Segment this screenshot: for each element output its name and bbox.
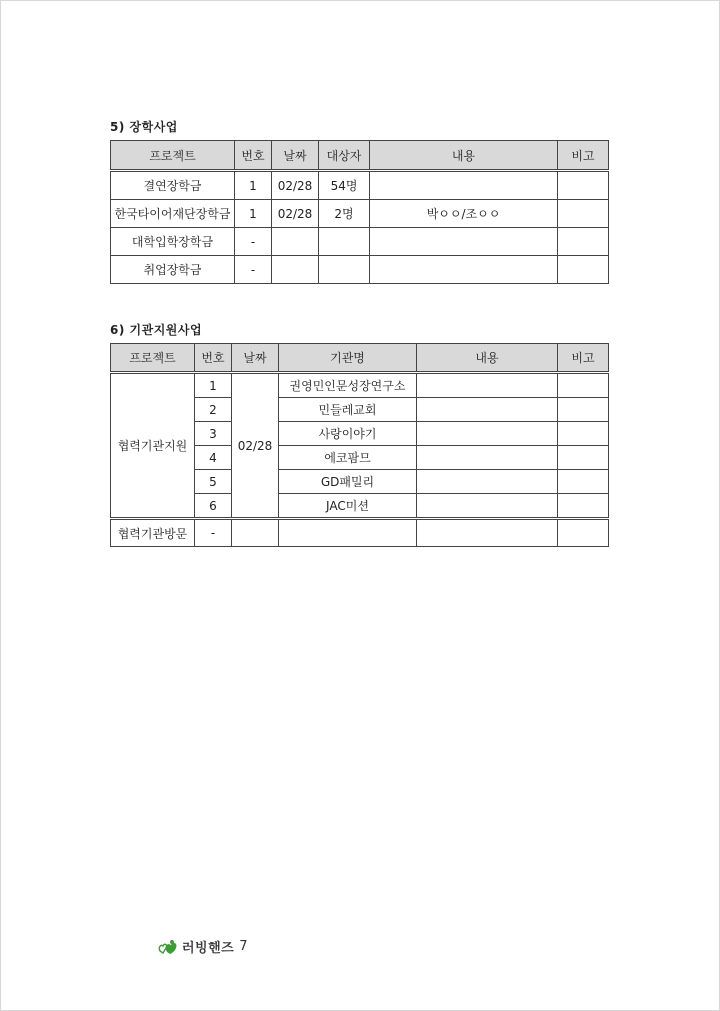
cell-date: 02/28: [272, 171, 319, 200]
table-row: [111, 228, 609, 256]
cell-number: 1: [235, 200, 272, 228]
cell-content: [370, 171, 558, 200]
cell-date-group: 02/28: [232, 373, 279, 519]
table-header-row: [111, 141, 609, 171]
cell-recipients: 2명: [319, 200, 370, 228]
cell-note: [558, 446, 609, 470]
cell-number: 1: [235, 171, 272, 200]
cell-note: [558, 256, 609, 284]
hands-heart-logo-icon: [157, 938, 179, 956]
cell-note: [558, 470, 609, 494]
cell-project-group: 협력기관지원: [111, 373, 195, 519]
cell-note: [558, 228, 609, 256]
header-content: 내용: [370, 141, 558, 171]
section-title-agency-support: 6) 기관지원사업: [110, 323, 203, 337]
page-footer: [157, 937, 248, 956]
header-number: 번호: [195, 344, 232, 373]
cell-content: [417, 470, 558, 494]
cell-project: 대학입학장학금: [111, 228, 235, 256]
table-row: [111, 171, 609, 200]
cell-date: [272, 256, 319, 284]
cell-number: 3: [195, 422, 232, 446]
cell-number: -: [195, 519, 232, 547]
header-date: 날짜: [272, 141, 319, 171]
cell-number: -: [235, 256, 272, 284]
cell-content: [417, 398, 558, 422]
cell-project: 결연장학금: [111, 171, 235, 200]
cell-agency-name: 민들레교회: [279, 398, 417, 422]
table-row: [111, 200, 609, 228]
header-content: 내용: [417, 344, 558, 373]
cell-number: 4: [195, 446, 232, 470]
agency-support-table: [110, 343, 609, 547]
cell-agency-name: 권영민인문성장연구소: [279, 373, 417, 398]
cell-number: 2: [195, 398, 232, 422]
cell-content: [417, 422, 558, 446]
cell-content: [417, 446, 558, 470]
table-row: [111, 519, 609, 547]
brand-name: 러빙핸즈: [182, 941, 235, 956]
cell-number: -: [235, 228, 272, 256]
cell-project: 한국타이어재단장학금: [111, 200, 235, 228]
cell-number: 5: [195, 470, 232, 494]
cell-note: [558, 171, 609, 200]
scholarship-table: [110, 140, 609, 284]
cell-agency-name: [279, 519, 417, 547]
section-title-scholarship: 5) 장학사업: [110, 120, 178, 134]
cell-content: 박ㅇㅇ/조ㅇㅇ: [370, 200, 558, 228]
cell-recipients: [319, 256, 370, 284]
header-number: 번호: [235, 141, 272, 171]
cell-date: 02/28: [272, 200, 319, 228]
table-row: [111, 373, 609, 398]
cell-date: [272, 228, 319, 256]
header-note: 비고: [558, 344, 609, 373]
cell-project: 협력기관방문: [111, 519, 195, 547]
header-project: 프로젝트: [111, 141, 235, 171]
cell-note: [558, 373, 609, 398]
cell-agency-name: 사랑이야기: [279, 422, 417, 446]
cell-content: [417, 519, 558, 547]
cell-number: 1: [195, 373, 232, 398]
cell-note: [558, 519, 609, 547]
cell-content: [417, 373, 558, 398]
cell-recipients: [319, 228, 370, 256]
cell-content: [370, 228, 558, 256]
cell-content: [370, 256, 558, 284]
header-recipients: 대상자: [319, 141, 370, 171]
cell-note: [558, 398, 609, 422]
cell-recipients: 54명: [319, 171, 370, 200]
cell-content: [417, 494, 558, 519]
cell-number: 6: [195, 494, 232, 519]
header-project: 프로젝트: [111, 344, 195, 373]
header-date: 날짜: [232, 344, 279, 373]
cell-note: [558, 200, 609, 228]
cell-note: [558, 422, 609, 446]
header-agency-name: 기관명: [279, 344, 417, 373]
cell-agency-name: 에코팜므: [279, 446, 417, 470]
cell-project: 취업장학금: [111, 256, 235, 284]
cell-agency-name: JAC미션: [279, 494, 417, 519]
cell-note: [558, 494, 609, 519]
cell-agency-name: GD패밀리: [279, 470, 417, 494]
page-number: 7: [239, 939, 248, 954]
table-row: [111, 256, 609, 284]
header-note: 비고: [558, 141, 609, 171]
cell-date: [232, 519, 279, 547]
table-header-row: [111, 344, 609, 373]
